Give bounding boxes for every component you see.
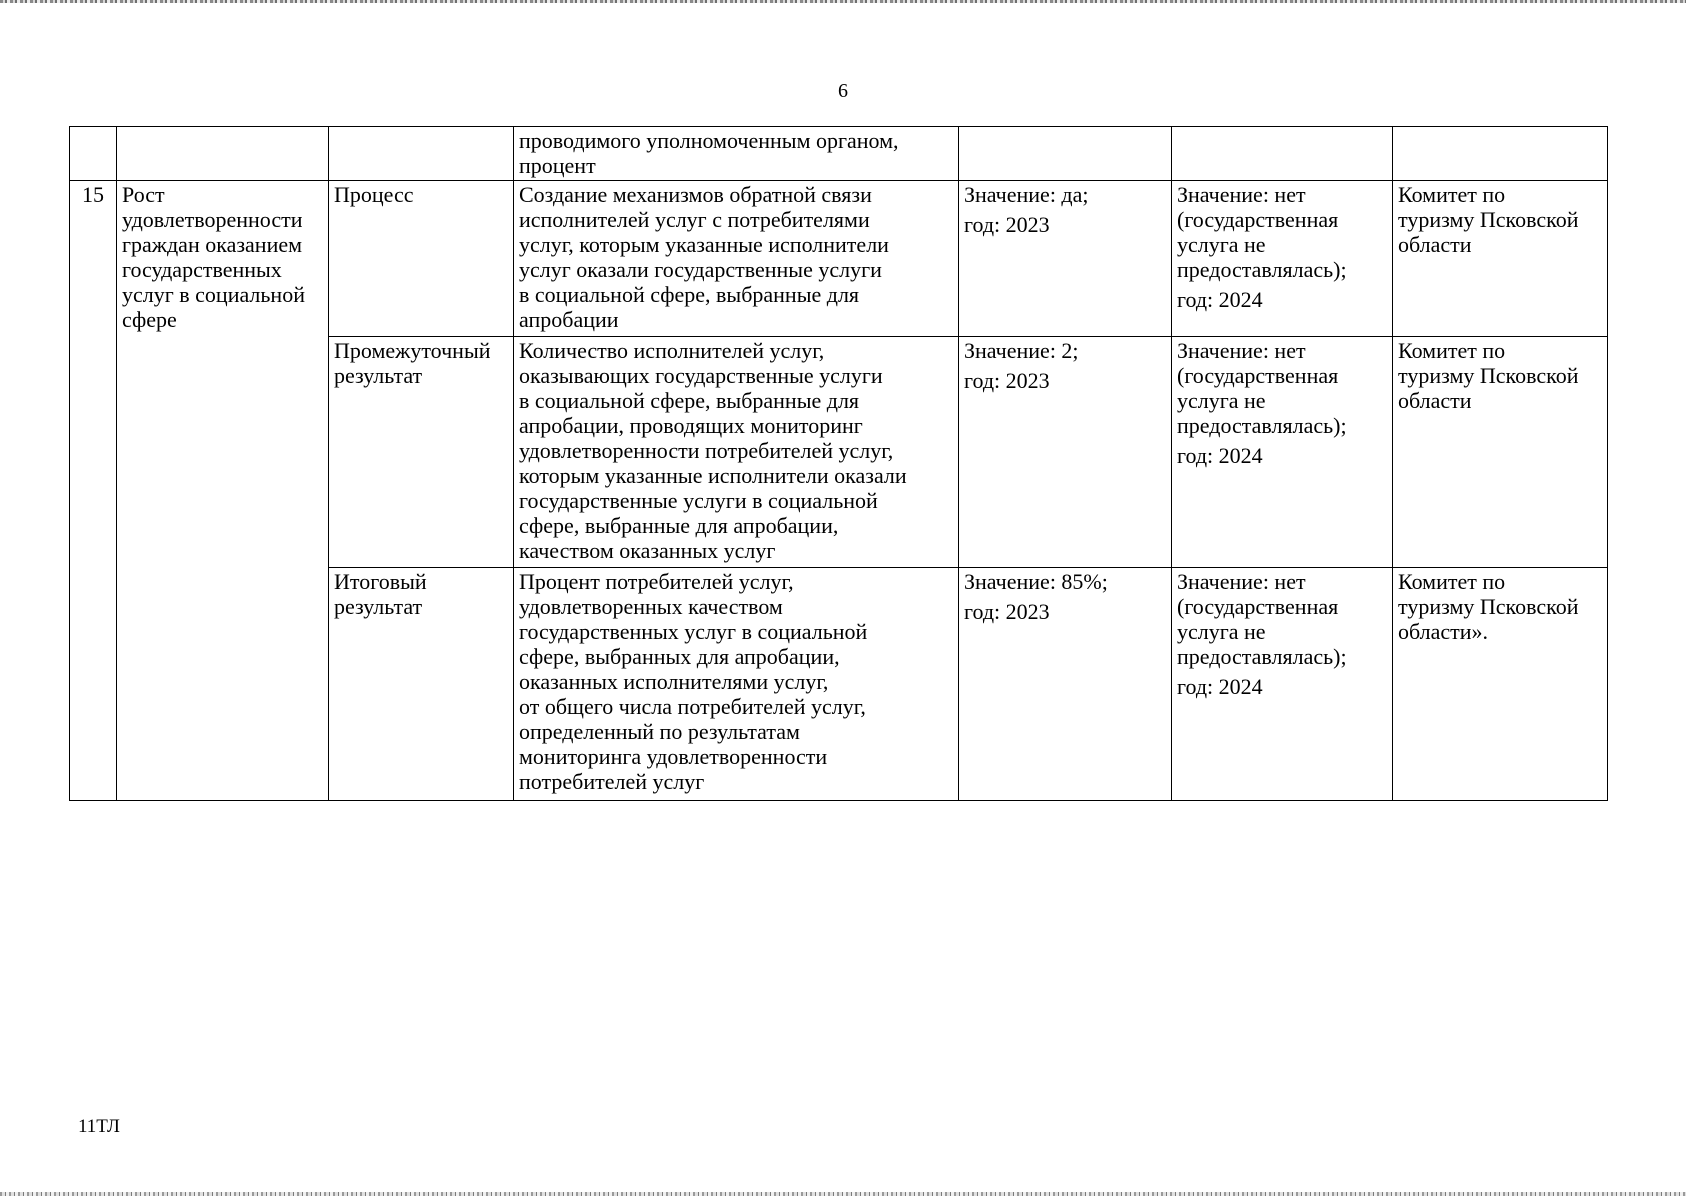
cell-goal: [117, 181, 329, 801]
cell-responsible: [1393, 568, 1608, 801]
text-line: государственные услуги в социальной: [519, 488, 878, 513]
text-line: Процент потребителей услуг,: [519, 569, 794, 594]
text-line: Количество исполнителей услуг,: [519, 338, 825, 363]
text-line: Процесс: [334, 182, 414, 207]
text-line: результат: [334, 363, 423, 388]
text-line: от общего числа потребителей услуг,: [519, 694, 866, 719]
text-line: туризму Псковской: [1398, 594, 1579, 619]
text-line: Создание механизмов обратной связи: [519, 182, 872, 207]
indicators-table: [69, 126, 1608, 801]
text-line: услуга не: [1177, 619, 1266, 644]
cell-target-value: [1172, 127, 1393, 181]
target-year-text: год: 2024: [1177, 443, 1263, 468]
text-line: предоставлялась);: [1177, 644, 1347, 669]
table-row-continuation: [70, 127, 1608, 181]
base-year-text: год: 2023: [964, 212, 1050, 237]
text-line: удовлетворенных качеством: [519, 594, 783, 619]
text-line: Комитет по: [1398, 338, 1506, 363]
text-line: которым указанные исполнители оказали: [519, 463, 907, 488]
cell-responsible: [1393, 127, 1608, 181]
cell-responsible: [1393, 337, 1608, 568]
cell-target-value: [1172, 181, 1393, 337]
cell-indicator-name: [514, 568, 959, 801]
text-line: (государственная: [1177, 363, 1339, 388]
text-line: услуг оказали государственные услуги: [519, 257, 882, 282]
text-line: (государственная: [1177, 207, 1339, 232]
cell-base-value: [959, 181, 1172, 337]
text-line: апробации, проводящих мониторинг: [519, 413, 863, 438]
cell-target-value: [1172, 337, 1393, 568]
text-line: мониторинга удовлетворенности: [519, 744, 828, 769]
cell-indicator-type: [329, 337, 514, 568]
text-line: услуга не: [1177, 388, 1266, 413]
text-line: граждан оказанием: [122, 232, 303, 257]
cell-indicator-name: [514, 181, 959, 337]
text-line: определенный по результатам: [519, 719, 800, 744]
text-line: Комитет по: [1398, 182, 1506, 207]
text-line: услуг, которым указанные исполнители: [519, 232, 889, 257]
text-line: сфере, выбранных для апробации,: [519, 644, 840, 669]
cell-base-value: [959, 568, 1172, 801]
base-value-text: Значение: 85%;: [964, 569, 1108, 594]
text-line: удовлетворенности: [122, 207, 303, 232]
base-year-text: год: 2023: [964, 599, 1050, 624]
text-line: Промежуточный: [334, 338, 491, 363]
cell-indicator-type: [329, 181, 514, 337]
cell-number: [70, 127, 117, 181]
text-line: оказанных исполнителями услуг,: [519, 669, 829, 694]
scan-edge-top: [0, 0, 1686, 3]
text-line: исполнителей услуг с потребителями: [519, 207, 870, 232]
text-line: Значение: нет: [1177, 182, 1306, 207]
text-line: услуга не: [1177, 232, 1266, 257]
text-line: Комитет по: [1398, 569, 1506, 594]
page-number: 6: [838, 80, 848, 102]
text-line: сфере: [122, 307, 177, 332]
text-line: сфере, выбранные для апробации,: [519, 513, 839, 538]
text-line: Значение: нет: [1177, 569, 1306, 594]
base-year-text: год: 2023: [964, 368, 1050, 393]
cell-indicator-type: [329, 127, 514, 181]
text-line: Итоговый: [334, 569, 427, 594]
text-line: области: [1398, 232, 1472, 257]
cell-indicator-name: [514, 127, 959, 181]
text-line: области».: [1398, 619, 1489, 644]
cell-base-value: [959, 127, 1172, 181]
text-line: качеством оказанных услуг: [519, 538, 776, 563]
text-line: в социальной сфере, выбранные для: [519, 388, 860, 413]
cell-number: 15: [70, 181, 117, 801]
text-line: проводимого уполномоченным органом,: [519, 128, 899, 153]
text-line: предоставлялась);: [1177, 413, 1347, 438]
text-line: Рост: [122, 182, 165, 207]
text-line: потребителей услуг: [519, 769, 705, 794]
text-line: удовлетворенности потребителей услуг,: [519, 438, 894, 463]
text-line: в социальной сфере, выбранные для: [519, 282, 860, 307]
text-line: туризму Псковской: [1398, 207, 1579, 232]
cell-indicator-name: [514, 337, 959, 568]
cell-indicator-type: [329, 568, 514, 801]
text-line: области: [1398, 388, 1472, 413]
scan-edge-bottom: [0, 1192, 1686, 1196]
target-year-text: год: 2024: [1177, 674, 1263, 699]
text-line: туризму Псковской: [1398, 363, 1579, 388]
cell-responsible: [1393, 181, 1608, 337]
text-line: оказывающих государственные услуги: [519, 363, 883, 388]
cell-goal: [117, 127, 329, 181]
text-line: предоставлялась);: [1177, 257, 1347, 282]
text-line: услуг в социальной: [122, 282, 305, 307]
text-line: результат: [334, 594, 423, 619]
text-line: государственных: [122, 257, 282, 282]
base-value-text: Значение: да;: [964, 182, 1089, 207]
text-line: (государственная: [1177, 594, 1339, 619]
target-year-text: год: 2024: [1177, 287, 1263, 312]
text-line: процент: [519, 153, 596, 178]
cell-base-value: [959, 337, 1172, 568]
table-row-process: [70, 181, 1608, 337]
footer-code: 11ТЛ: [78, 1116, 120, 1137]
text-line: Значение: нет: [1177, 338, 1306, 363]
base-value-text: Значение: 2;: [964, 338, 1079, 363]
cell-target-value: [1172, 568, 1393, 801]
text-line: государственных услуг в социальной: [519, 619, 868, 644]
text-line: апробации: [519, 307, 619, 332]
